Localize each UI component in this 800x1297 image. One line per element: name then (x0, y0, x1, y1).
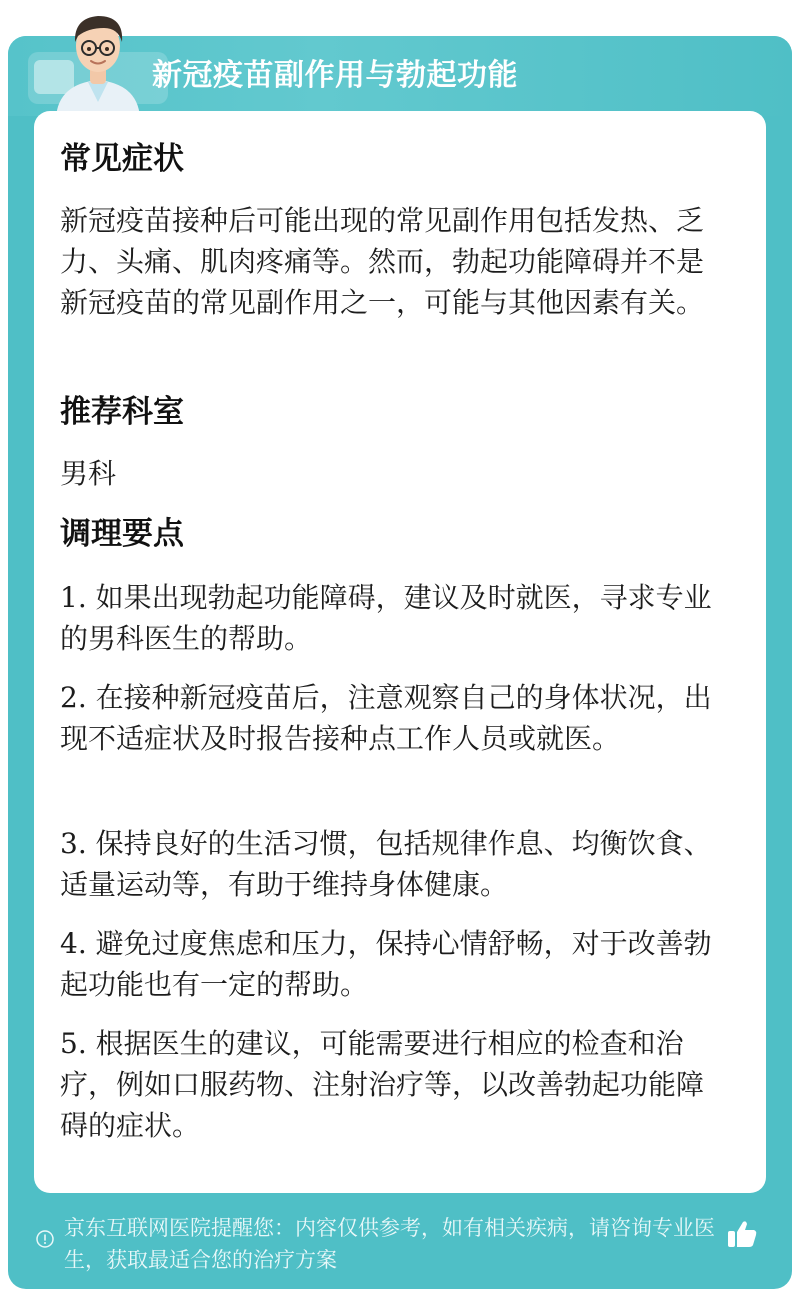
care-item-text: 根据医生的建议，可能需要进行相应的检查和治疗，例如口服药物、注射治疗等，以改善勃起功能障碍的症状。 (60, 1027, 705, 1142)
section-title-department: 推荐科室 (60, 394, 184, 430)
care-item-number: 3. (60, 827, 87, 860)
info-icon (36, 1230, 54, 1248)
footer-disclaimer: 京东互联网医院提醒您：内容仅供参考，如有相关疾病，请咨询专业医生，获取最适合您的治疗方案 (64, 1216, 715, 1272)
care-item-number: 5. (60, 1027, 87, 1060)
content-panel (34, 111, 766, 1193)
article-card (8, 36, 792, 1289)
care-item-number: 4. (60, 927, 87, 960)
care-item-number: 1. (60, 581, 87, 614)
thumbs-up-icon[interactable] (724, 1216, 760, 1252)
care-item-number: 2. (60, 681, 87, 714)
care-item (60, 823, 730, 905)
section-body-department: 男科 (60, 457, 117, 490)
section-body-symptoms: 新冠疫苗接种后可能出现的常见副作用包括发热、乏力、头痛、肌肉疼痛等。然而，勃起功能障碍并不是新冠疫苗的常见副作用之一，可能与其他因素有关。 (60, 204, 705, 319)
care-item-text: 保持良好的生活习惯，包括规律作息、均衡饮食、适量运动等，有助于维持身体健康。 (60, 827, 712, 901)
page-title: 新冠疫苗副作用与勃起功能 (152, 58, 518, 93)
care-item-text: 避免过度焦虑和压力，保持心情舒畅，对于改善勃起功能也有一定的帮助。 (60, 927, 712, 1001)
section-title-symptoms: 常见症状 (60, 141, 184, 177)
care-item (60, 923, 730, 1005)
footer (8, 1206, 792, 1276)
doctor-avatar (48, 6, 148, 118)
care-item (60, 577, 730, 659)
care-item-text: 在接种新冠疫苗后，注意观察自己的身体状况，出现不适症状及时报告接种点工作人员或就医。 (60, 681, 712, 755)
care-item-text: 如果出现勃起功能障碍，建议及时就医，寻求专业的男科医生的帮助。 (60, 581, 712, 655)
care-item (60, 1023, 730, 1146)
care-item (60, 677, 730, 759)
section-title-care: 调理要点 (60, 516, 184, 552)
